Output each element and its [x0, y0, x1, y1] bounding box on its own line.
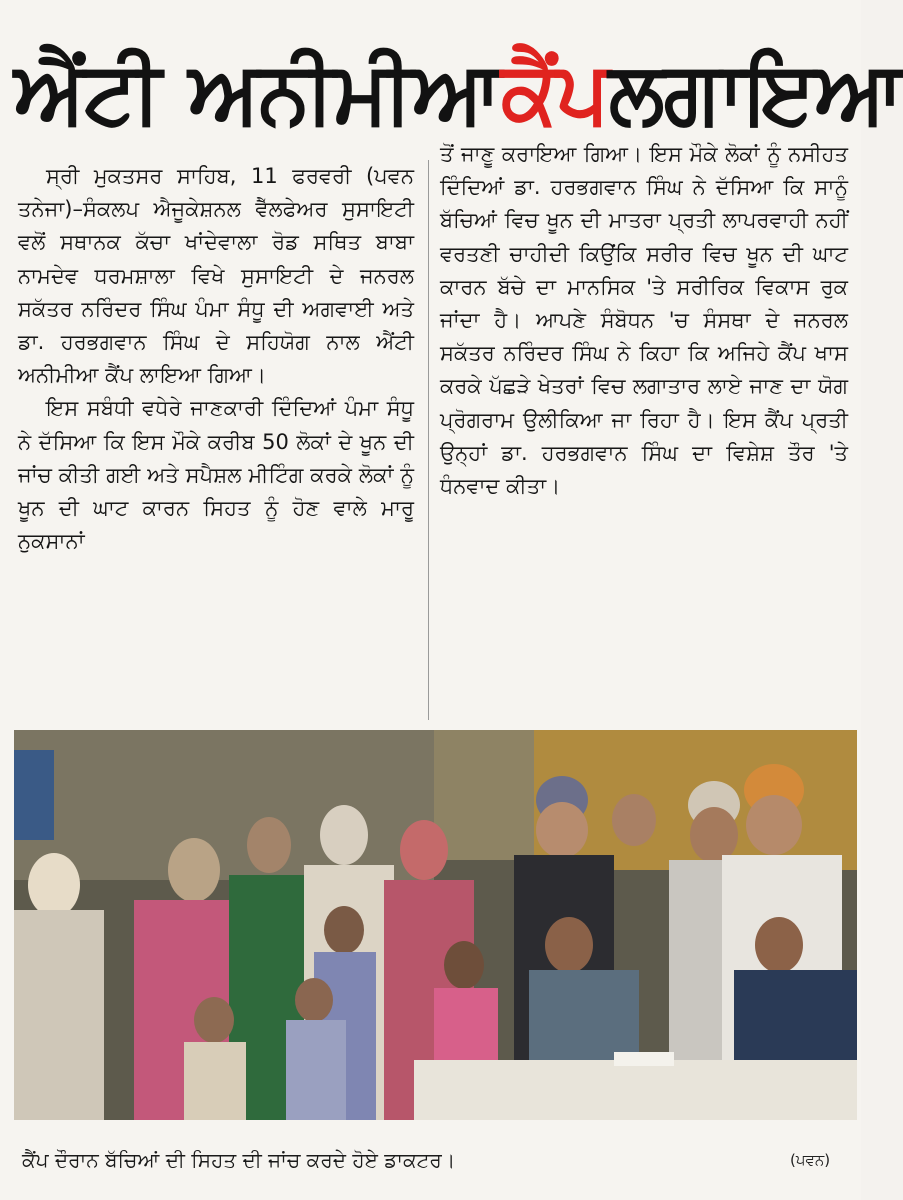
photo-illustration	[14, 730, 857, 1120]
headline-part-1: ਐਂਟੀ ਅਨੀਮੀਆ	[14, 43, 502, 143]
article-column-left	[18, 160, 414, 740]
article-paragraph: ਇਸ ਸਬੰਧੀ ਵਧੇਰੇ ਜਾਣਕਾਰੀ ਦਿੰਦਿਆਂ ਪੰਮਾ ਸੰਧੂ ਨੇ ਦੱਸਿਆ ਕਿ ਇਸ ਮੌਕੇ ਕਰੀਬ 50 ਲੋਕਾਂ ਦੇ ਖੂਨ ਦੀ ਜਾਂਚ ਕੀਤੀ ਗਈ ਅਤੇ ਸਪੈਸ਼ਲ ਮੀਟਿੰਗ ਕਰਕੇ ਲੋਕਾਂ ਨੂੰ ਖੂਨ ਦੀ ਘਾਟ ਕਾਰਨ ਸਿਹਤ ਨੂੰ ਹੋਣ ਵਾਲੇ ਮਾਰੂ ਨੁਕਸਾਨਾਂ	[18, 396, 414, 554]
photo-credit: (ਪਵਨ)	[790, 1151, 831, 1169]
article-paragraph: ਤੋਂ ਜਾਣੂ ਕਰਾਇਆ ਗਿਆ। ਇਸ ਮੌਕੇ ਲੋਕਾਂ ਨੂੰ ਨਸੀਹਤ ਦਿੰਦਿਆਂ ਡਾ. ਹਰਭਗਵਾਨ ਸਿੰਘ ਨੇ ਦੱਸਿਆ ਕਿ ਸਾਨੂੰ ਬੱਚਿਆਂ ਵਿਚ ਖੂਨ ਦੀ ਮਾਤਰਾ ਪ੍ਰਤੀ ਲਾਪਰਵਾਹੀ ਨਹੀਂ ਵਰਤਣੀ ਚਾਹੀਦੀ ਕਿਉਂਕਿ ਸਰੀਰ ਵਿਚ ਖੂਨ ਦੀ ਘਾਟ ਕਾਰਨ ਬੱਚੇ ਦਾ ਮਾਨਸਿਕ 'ਤੇ ਸਰੀਰਿਕ ਵਿਕਾਸ ਰੁਕ ਜਾਂਦਾ ਹੈ। ਆਪਣੇ ਸੰਬੋਧਨ 'ਚ ਸੰਸਥਾ ਦੇ ਜਨਰਲ ਸਕੱਤਰ ਨਰਿੰਦਰ ਸਿੰਘ ਨੇ ਕਿਹਾ ਕਿ ਅਜਿਹੇ ਕੈਂਪ ਖਾਸ ਕਰਕੇ ਪੱਛੜੇ ਖੇਤਰਾਂ ਵਿਚ ਲਗਾਤਾਰ ਲਾਏ ਜਾਣ ਦਾ ਯੋਗ ਪ੍ਰੋਗਰਾਮ ਉਲੀਕਿਆ ਜਾ ਰਿਹਾ ਹੈ। ਇਸ ਕੈਂਪ ਪ੍ਰਤੀ ਉਨ੍ਹਾਂ ਡਾ. ਹਰਭਗਵਾਨ ਸਿੰਘ ਦਾ ਵਿਸ਼ੇਸ਼ ਤੌਰ 'ਤੇ ਧੰਨਵਾਦ ਕੀਤਾ।	[440, 142, 848, 499]
news-photo	[14, 730, 857, 1120]
column-divider	[428, 160, 429, 720]
article-column-right	[440, 138, 848, 703]
headline-part-2: ਲਗਾਇਆ	[608, 43, 903, 143]
headline-accent-word: ਕੈਂਪ	[501, 43, 609, 143]
photo-caption: ਕੈਂਪ ਦੌਰਾਨ ਬੱਚਿਆਂ ਦੀ ਸਿਹਤ ਦੀ ਜਾਂਚ ਕਰਦੇ ਹੋਏ ਡਾਕਟਰ।	[22, 1148, 456, 1172]
article-paragraph: ਸ੍ਰੀ ਮੁਕਤਸਰ ਸਾਹਿਬ, 11 ਫਰਵਰੀ (ਪਵਨ ਤਨੇਜਾ)–ਸੰਕਲਪ ਐਜੂਕੇਸ਼ਨਲ ਵੈੱਲਫੇਅਰ ਸੁਸਾਇਟੀ ਵਲੋਂ ਸਥਾਨਕ ਕੱਚਾ ਖਾਂਦੇਵਾਲਾ ਰੋਡ ਸਥਿਤ ਬਾਬਾ ਨਾਮਦੇਵ ਧਰਮਸ਼ਾਲਾ ਵਿਖੇ ਸੁਸਾਇਟੀ ਦੇ ਜਨਰਲ ਸਕੱਤਰ ਨਰਿੰਦਰ ਸਿੰਘ ਪੰਮਾ ਸੰਧੂ ਦੀ ਅਗਵਾਈ ਅਤੇ ਡਾ. ਹਰਭਗਵਾਨ ਸਿੰਘ ਦੇ ਸਹਿਯੋਗ ਨਾਲ ਐਂਟੀ ਅਨੀਮੀਆ ਕੈਂਪ ਲਾਇਆ ਗਿਆ।	[18, 164, 414, 388]
